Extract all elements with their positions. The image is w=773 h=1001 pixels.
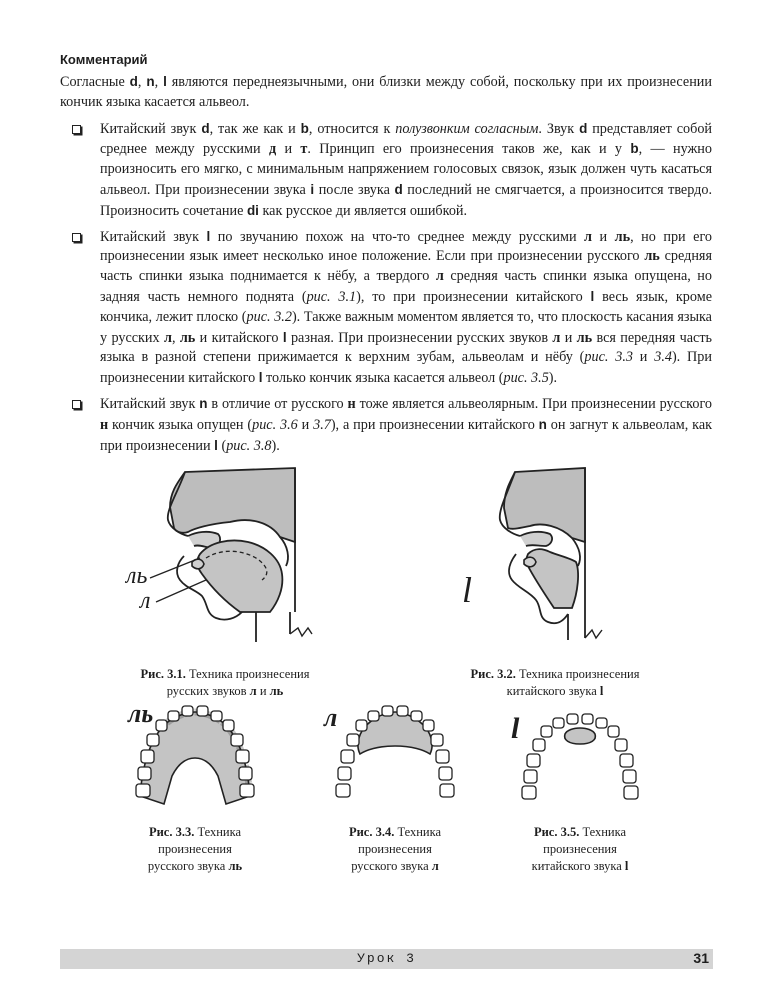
- figure-3-3-label: ль: [128, 699, 154, 728]
- text-run: ,: [154, 74, 164, 90]
- text-run: рис. 3.6: [252, 416, 298, 433]
- text-run: i: [310, 181, 315, 197]
- figure-3-1-caption: Рис. 3.1. Техника произнесения русских звуков л и ль: [140, 667, 310, 698]
- text-run: l: [214, 437, 218, 453]
- text-run: b: [300, 120, 309, 136]
- text-run: Китайский звук: [100, 395, 200, 412]
- text-run: являются переднеязычными, они близки между собой, поскольку при их произнесении кончик языка касается альвеол.: [60, 74, 712, 110]
- text-run: и: [297, 416, 314, 433]
- text-run: рис. 3.2: [246, 308, 292, 325]
- text-run: ).: [271, 437, 280, 454]
- text-run: . Звук: [538, 120, 580, 137]
- bullet-item-d: [60, 119, 712, 222]
- text-run: n: [199, 395, 208, 411]
- text-run: и: [276, 141, 301, 158]
- text-run: , — нужно произносить его мягко, с минимальным напряжением голосовых связок, язык должен чуть касаться альвеол. При произнесении звука: [100, 141, 712, 198]
- text-run: рис. 3.1: [306, 288, 357, 305]
- text-run: ), то при произнесении китайского: [356, 288, 591, 305]
- text-run: и: [592, 228, 615, 245]
- text-run: и: [632, 349, 655, 366]
- text-run: d: [579, 120, 588, 136]
- text-run: л: [584, 228, 593, 245]
- text-run: n: [146, 74, 155, 89]
- figure-3-5-caption: Рис. 3.5. Техника произнесения китайского звука l: [531, 825, 629, 873]
- figure-3-2-caption: Рис. 3.2. Техника произнесения китайского звука l: [470, 667, 640, 698]
- page-number: 31: [693, 950, 709, 966]
- main-text: [60, 52, 712, 461]
- text-run: средняя часть спинки языка поднимается к нёбу, а твердого: [100, 248, 712, 285]
- text-run: и: [560, 329, 577, 346]
- text-run: н: [347, 395, 356, 412]
- figure-3-4-label: л: [324, 703, 338, 732]
- text-run: l: [282, 329, 287, 345]
- text-run: рис. 3.5: [503, 370, 549, 387]
- text-run: l: [206, 228, 211, 244]
- text-run: л: [552, 329, 561, 346]
- text-run: в отличие от русского: [207, 395, 348, 412]
- text-run: разная. При произнесении русских звуков: [286, 329, 553, 346]
- text-run: 3.4: [654, 349, 672, 366]
- text-run: ль: [644, 248, 660, 265]
- text-run: полузвонким согласным: [395, 120, 539, 137]
- text-run: l: [163, 74, 167, 89]
- bullet-item-n: [60, 394, 712, 456]
- text-run: d: [129, 74, 138, 89]
- text-run: средняя часть спинки языка опущена, но задняя часть немного поднята (: [100, 268, 712, 305]
- section-heading: Комментарий: [60, 52, 148, 67]
- figure-3-3-caption: Рис. 3.3. Техника произнесения русского звука ль: [147, 825, 243, 873]
- figure-3-5-label: l: [511, 712, 520, 745]
- text-run: l: [258, 370, 263, 386]
- text-run: . Принцип его произнесения таков же, как и у: [307, 141, 631, 158]
- text-run: ль: [614, 228, 631, 245]
- figure-3-2-label-l: l: [462, 570, 473, 610]
- text-run: d: [394, 181, 403, 197]
- figure-3-1-sagittal-diagram: [126, 462, 330, 652]
- text-run: он загнут к альвеолам, как при произнесении: [100, 416, 713, 454]
- text-run: l: [590, 288, 595, 304]
- text-run: 3.7: [313, 416, 331, 433]
- text-run: Согласные: [60, 74, 130, 90]
- text-run: Китайский звук: [100, 120, 202, 137]
- text-run: , так же как и: [209, 120, 301, 137]
- text-run: представляет собой среднее между русскими: [100, 120, 713, 158]
- text-run: ,: [171, 329, 180, 346]
- text-run: т: [300, 141, 308, 158]
- text-run: л: [435, 268, 444, 285]
- text-run: после звука: [314, 181, 395, 198]
- text-run: ). Также важным моментом является то, что плоскость касания языка у русских: [100, 308, 712, 346]
- text-run: Китайский звук: [100, 228, 207, 245]
- text-run: ), а при произнесении китайского: [330, 416, 539, 433]
- text-run: ль: [179, 329, 196, 346]
- text-run: b: [630, 141, 639, 157]
- text-run: ль: [576, 329, 593, 346]
- figure-3-5-palatogram: [505, 706, 655, 816]
- text-run: последний не смягчается, а произносится твердо. Произносить сочетание: [100, 181, 712, 219]
- text-run: весь язык, кроме кончика, лежит плоско (: [100, 288, 712, 325]
- text-run: di: [246, 202, 259, 218]
- text-run: л: [163, 329, 172, 346]
- text-run: только кончик языка касается альвеол (: [262, 370, 504, 387]
- figure-3-3-palatogram: [120, 699, 270, 816]
- text-run: по звучанию похож на что-то среднее между русскими: [210, 228, 585, 245]
- text-run: n: [538, 416, 547, 432]
- text-run: рис. 3.3: [584, 349, 633, 366]
- text-run: ).: [548, 370, 558, 387]
- text-run: , но при его произнесении язык имеет несколько иное положение. Если при произнесении русского: [100, 228, 713, 265]
- text-run: как русское ди является ошибкой.: [258, 202, 468, 219]
- intro-paragraph: [60, 72, 712, 113]
- text-run: (: [217, 437, 227, 454]
- checkbox-bullet-icon: [72, 400, 81, 409]
- figure-3-4-palatogram: [320, 703, 470, 816]
- checkbox-bullet-icon: [72, 125, 81, 134]
- figure-3-1-label-soft-l: ль: [126, 563, 148, 589]
- text-run: ). При произнесении китайского: [100, 349, 712, 387]
- text-run: d: [201, 120, 210, 136]
- text-run: н: [100, 416, 109, 433]
- text-run: и китайского: [195, 329, 283, 346]
- text-run: ,: [137, 74, 147, 90]
- checkbox-bullet-icon: [72, 233, 81, 242]
- figure-3-1-label-hard-l: л: [140, 588, 151, 614]
- text-run: кончик языка опущен (: [108, 416, 253, 433]
- text-run: , относится к: [308, 120, 396, 137]
- text-run: тоже является альвеолярным. При произнесении русского: [355, 395, 712, 412]
- lesson-label: Урок 3: [357, 951, 416, 966]
- text-run: рис. 3.8: [226, 437, 272, 454]
- text-run: вся передняя часть языка в разной степени прижимается к верхним зубам, альвеолам и нёбу (: [100, 329, 712, 366]
- figure-3-2-sagittal-diagram: [460, 462, 660, 652]
- page-footer: [60, 949, 713, 969]
- text-run: д: [268, 141, 277, 158]
- figure-3-4-caption: Рис. 3.4. Техника произнесения русского звука л: [348, 825, 442, 873]
- bullet-item-l: [60, 227, 712, 389]
